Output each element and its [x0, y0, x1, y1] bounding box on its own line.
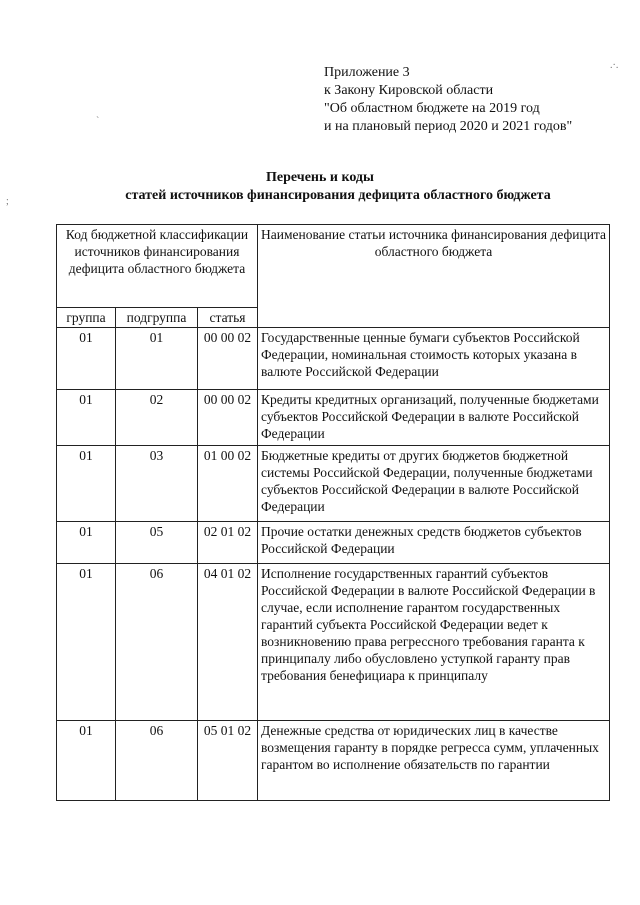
- cell-name: Прочие остатки денежных средств бюджетов субъектов Российской Федерации: [258, 522, 610, 564]
- appendix-line: Приложение 3: [324, 65, 410, 80]
- cell-name: Денежные средства от юридических лиц в качестве возмещения гаранту в порядке регресса сумм, уплаченных гарантом во исполнение обязательств по гарантии: [258, 721, 610, 801]
- scan-speck: `: [96, 116, 100, 127]
- title-line-2: статей источников финансирования дефицита областного бюджета: [125, 188, 551, 203]
- cell-subgroup: 03: [116, 446, 198, 522]
- appendix-line: "Об областном бюджете на 2019 год: [324, 101, 540, 116]
- table-row: [57, 721, 610, 801]
- cell-subgroup: 01: [116, 328, 198, 390]
- cell-name: Государственные ценные бумаги субъектов Российской Федерации, номинальная стоимость которых указана в валюте Российской Федерации: [258, 328, 610, 390]
- cell-name: Исполнение государственных гарантий субъектов Российской Федерации в валюте Российской Федерации в случае, если исполнение гарантом государственных гарантий субъекта Российской Федерации ведет к возникновению права регрессного требования гаранта к принципалу либо обусловлено уступкой гаранту прав требования бенефициара к принципалу: [258, 564, 610, 721]
- cell-group: 01: [57, 446, 116, 522]
- cell-subgroup: 05: [116, 522, 198, 564]
- document-title: [0, 169, 640, 205]
- cell-article: 05 01 02: [198, 721, 258, 801]
- cell-article: 02 01 02: [198, 522, 258, 564]
- subheader-article: статья: [198, 308, 258, 328]
- table-row: [57, 522, 610, 564]
- cell-group: 01: [57, 522, 116, 564]
- appendix-block: [324, 64, 572, 136]
- subheader-group: группа: [57, 308, 116, 328]
- codes-table: [56, 224, 610, 801]
- cell-name: Кредиты кредитных организаций, полученные бюджетами субъектов Российской Федерации в валюте Российской Федерации: [258, 390, 610, 446]
- cell-subgroup: 06: [116, 721, 198, 801]
- cell-article: 04 01 02: [198, 564, 258, 721]
- scan-speck: ;: [6, 196, 9, 207]
- cell-article: 01 00 02: [198, 446, 258, 522]
- appendix-line: к Закону Кировской области: [324, 83, 494, 98]
- table-row: [57, 446, 610, 522]
- cell-group: 01: [57, 721, 116, 801]
- cell-group: 01: [57, 328, 116, 390]
- table-row: [57, 564, 610, 721]
- table-row: [57, 328, 610, 390]
- cell-subgroup: 06: [116, 564, 198, 721]
- scan-speck: .·.: [610, 60, 619, 71]
- cell-article: 00 00 02: [198, 390, 258, 446]
- cell-group: 01: [57, 564, 116, 721]
- title-line-1: Перечень и коды: [266, 170, 374, 185]
- appendix-line: и на плановый период 2020 и 2021 годов": [324, 119, 573, 134]
- subheader-subgroup: подгруппа: [116, 308, 198, 328]
- cell-article: 00 00 02: [198, 328, 258, 390]
- cell-subgroup: 02: [116, 390, 198, 446]
- cell-group: 01: [57, 390, 116, 446]
- table-row: [57, 390, 610, 446]
- table-header-row: [57, 225, 610, 308]
- cell-name: Бюджетные кредиты от других бюджетов бюджетной системы Российской Федерации, полученные бюджетами субъектов Российской Федерации в валюте Российской Федерации: [258, 446, 610, 522]
- header-name-cell: Наименование статьи источника финансирования дефицита областного бюджета: [258, 225, 610, 328]
- header-code-cell: Код бюджетной классификации источников финансирования дефицита областного бюджета: [57, 225, 258, 308]
